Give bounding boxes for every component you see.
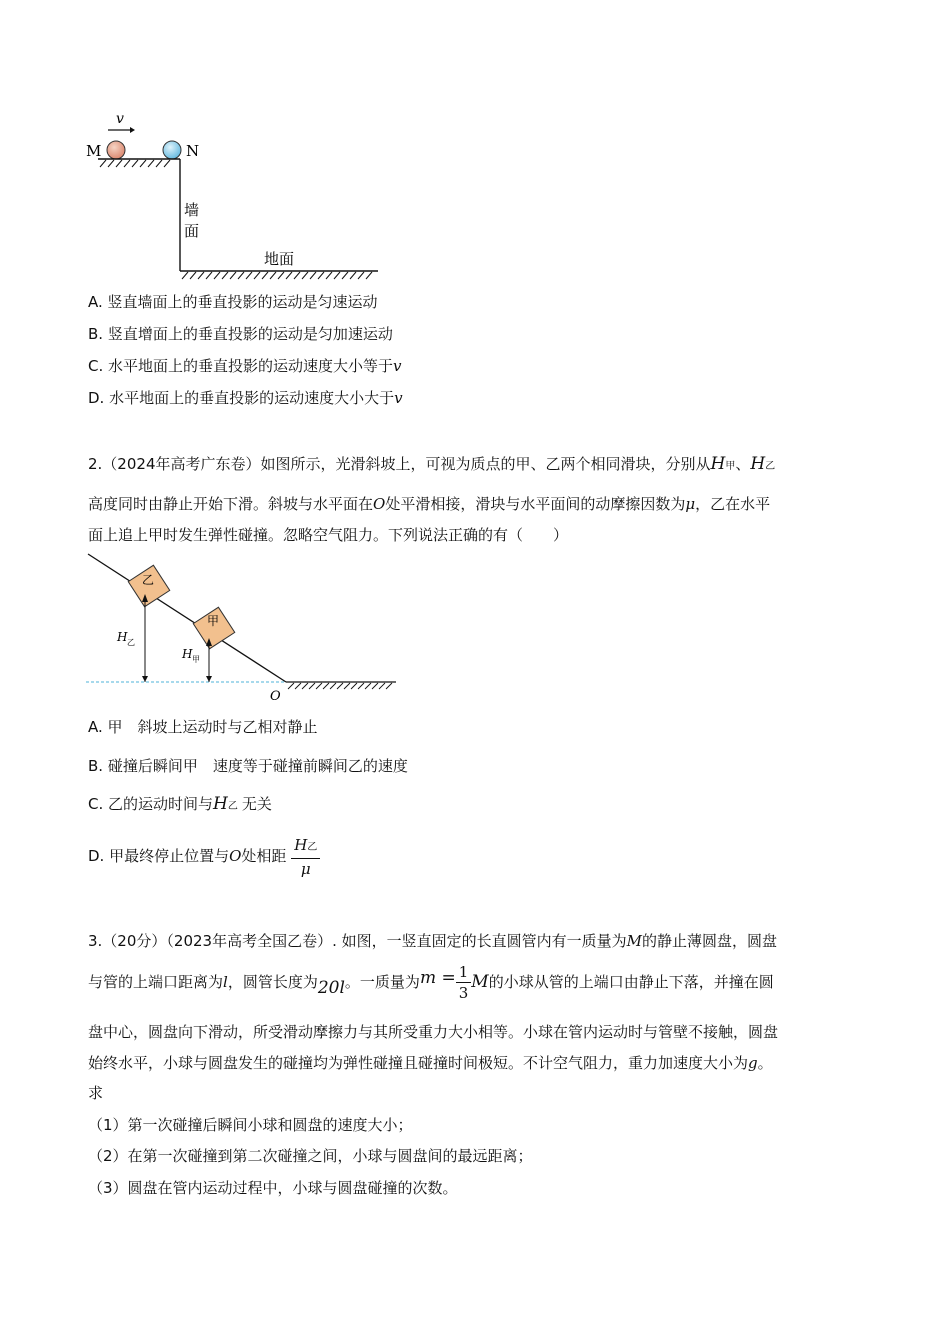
wall-label-2: 面 <box>184 222 200 240</box>
q1-option-b: B. 竖直增面上的垂直投影的运动是匀加速运动 <box>88 325 393 343</box>
q3-sub-1: （1）第一次碰撞后瞬间小球和圆盘的速度大小； <box>88 1116 413 1134</box>
ball-m <box>107 141 125 159</box>
ball-n <box>163 141 181 159</box>
q3-stem-line2: 与管的上端口距离为l，圆管长度为20l。一质量为m = $\frac{1}{3}$ M的小球从管的上端口由静止下落，并撞在圆 <box>88 963 774 1002</box>
label-h-yi: H <box>117 630 128 644</box>
q3-sub-3: （3）圆盘在管内运动过程中，小球与圆盘碰撞的次数。 <box>88 1179 458 1197</box>
svg-text:乙: 乙 <box>142 573 155 587</box>
q3-stem-line1: 3.（20分）（2023年高考全国乙卷）. 如图，一竖直固定的长直圆管内有一质量为M的静止薄圆盘，圆盘 <box>88 932 777 950</box>
q1-option-c: C. 水平地面上的垂直投影的运动速度大小等于v <box>88 357 402 375</box>
q2-option-d: D. 甲最终停止位置与O处相距 $\frac{\text{H乙}}{\mu}$ <box>88 832 320 880</box>
q3-stem-line3: 盘中心，圆盘向下滑动，所受滑动摩擦力与其所受重力大小相等。小球在管内运动时与管壁不接触，圆盘 <box>88 1023 779 1041</box>
q2-option-b: B. 碰撞后瞬间甲 速度等于碰撞前瞬间乙的速度 <box>88 757 408 775</box>
q2-option-a: A. 甲 斜坡上运动时与乙相对静止 <box>88 718 318 736</box>
q3-stem-line4: 始终水平，小球与圆盘发生的碰撞均为弹性碰撞且碰撞时间极短。不计空气阻力，重力加速度大小为g。 <box>88 1054 773 1072</box>
q2-stem-line2: 高度同时由静止开始下滑。斜坡与水平面在O处平滑相接，滑块与水平面间的动摩擦因数为μ，乙在水平 <box>88 495 771 513</box>
q3-stem-line5: 求 <box>88 1084 104 1102</box>
label-o: O <box>270 689 281 704</box>
svg-text:甲: 甲 <box>207 614 220 628</box>
label-h-jia: H <box>182 647 193 661</box>
q1-option-d: D. 水平地面上的垂直投影的运动速度大小大于v <box>88 389 403 407</box>
q2-stem-line3: 面上追上甲时发生弹性碰撞。忽略空气阻力。下列说法正确的有（ ） <box>88 526 569 544</box>
wall-label-1: 墙 <box>184 201 200 219</box>
q3-sub-2: （2）在第一次碰撞到第二次碰撞之间，小球与圆盘间的最远距离； <box>88 1147 533 1165</box>
velocity-label: v <box>116 111 124 127</box>
ground-label: 地面 <box>264 250 295 268</box>
incline-figure <box>84 548 404 708</box>
svg-text:甲: 甲 <box>192 655 200 664</box>
wall-ground-figure <box>80 105 390 285</box>
label-m: M <box>86 142 102 160</box>
q2-stem-line1: 2.（2024年高考广东卷）如图所示，光滑斜坡上，可视为质点的甲、乙两个相同滑块，分别从H甲、H乙 <box>88 454 776 474</box>
svg-text:乙: 乙 <box>127 638 135 647</box>
label-n: N <box>186 142 200 160</box>
q1-option-a: A. 竖直墙面上的垂直投影的运动是匀速运动 <box>88 293 378 311</box>
fraction-h-over-mu: $\frac{\text{H乙}}{\mu}$ <box>291 835 320 879</box>
q2-option-c: C. 乙的运动时间与H乙 无关 <box>88 794 272 814</box>
